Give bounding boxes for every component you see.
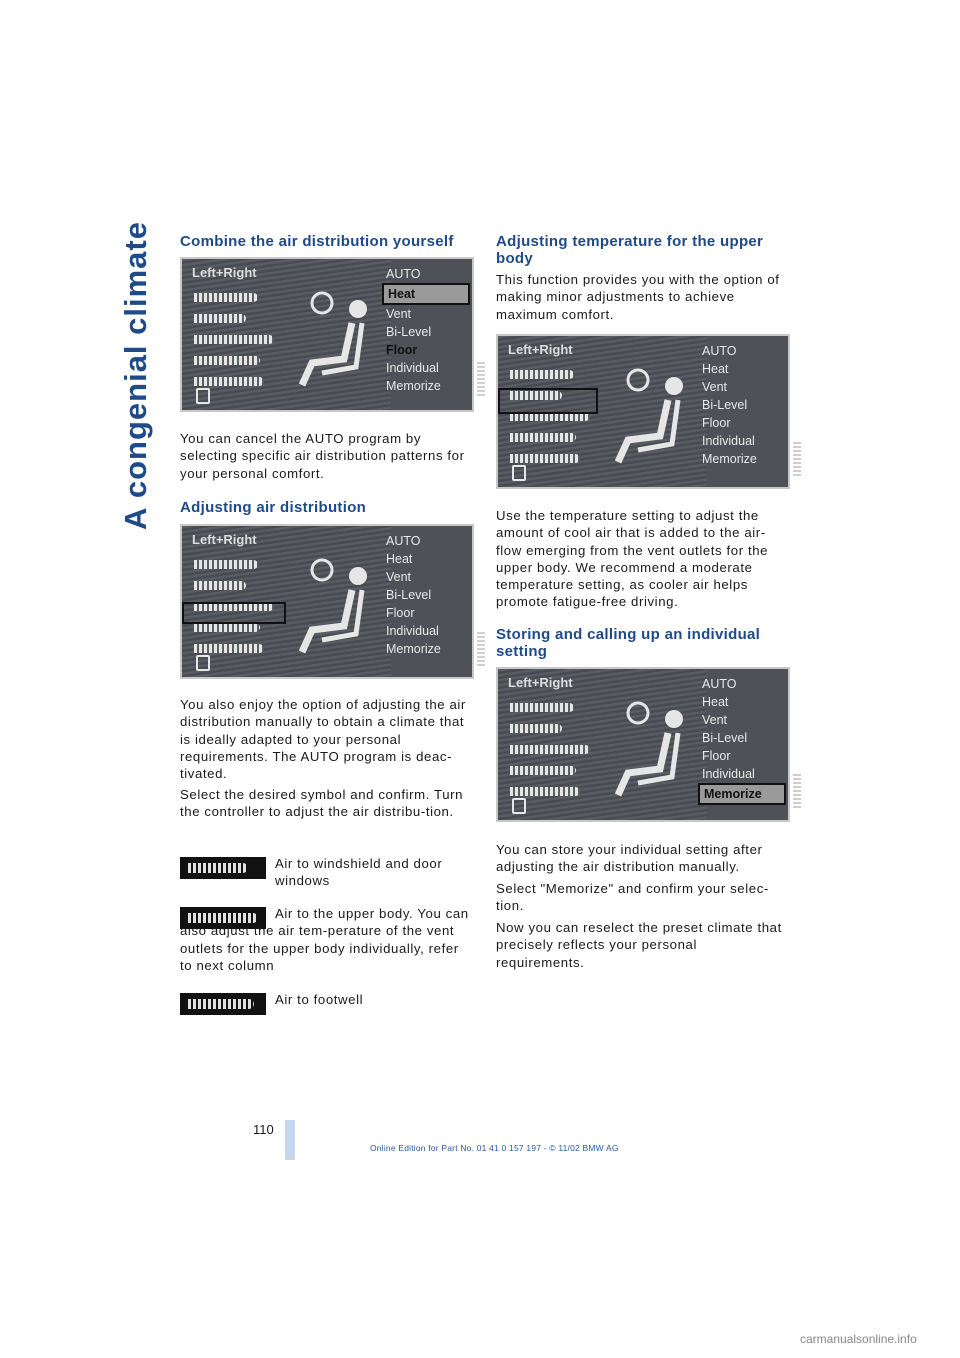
seat-icon xyxy=(608,699,698,799)
figure-code xyxy=(793,772,801,808)
left-right-label: Left+Right xyxy=(508,675,573,690)
menu-item-floor[interactable]: Floor xyxy=(386,606,415,620)
menu-item-bi-level[interactable]: Bi-Level xyxy=(386,588,432,602)
menu-item-heat[interactable]: Heat xyxy=(702,362,729,376)
menu-item-vent[interactable]: Vent xyxy=(386,307,412,321)
menu-item-memorize[interactable]: Memorize xyxy=(698,783,786,805)
display-screenshot-2 xyxy=(180,524,474,679)
menu-item-vent[interactable]: Vent xyxy=(702,380,728,394)
menu-item-auto[interactable]: AUTO xyxy=(702,344,737,358)
menu-item-individual[interactable]: Individual xyxy=(386,624,439,638)
menu-item-auto[interactable]: AUTO xyxy=(702,677,737,691)
selection-highlight xyxy=(182,602,286,624)
bar-body xyxy=(510,433,576,442)
air-bars xyxy=(194,293,274,398)
seat-icon xyxy=(292,556,382,656)
windshield-air-symbol xyxy=(180,857,266,879)
page-number: 110 xyxy=(253,1122,274,1137)
heading-store-individual: Storing and calling up an individual setting xyxy=(496,626,761,660)
menu-item-floor[interactable]: Floor xyxy=(386,343,418,357)
bar-temp xyxy=(510,724,562,733)
lock-icon xyxy=(512,798,526,814)
menu-item-bi-level[interactable]: Bi-Level xyxy=(702,398,748,412)
para-minor-adjust: This function provides you with the option of making minor adjustments to achieve maximum comfort. xyxy=(496,272,780,322)
para-manual-adjust: You also enjoy the option of adjusting the air distribution manually to obtain a climate that is ideally adapted to your personal requirements. The AUTO program is deac-tivated. xyxy=(180,697,466,782)
footwell-air-symbol xyxy=(180,993,266,1015)
menu-item-memorize[interactable]: Memorize xyxy=(386,642,441,656)
para-reselect-climate: Now you can reselect the preset climate that precisely reflects your personal requirements. xyxy=(496,920,782,970)
lock-icon xyxy=(196,388,210,404)
heading-combine-air-distribution: Combine the air distribution yourself xyxy=(180,233,454,250)
para-cancel-auto: You can cancel the AUTO program by selecting specific air distribution patterns for your personal comfort. xyxy=(180,431,465,481)
lock-icon xyxy=(196,655,210,671)
menu-item-floor[interactable]: Floor xyxy=(702,749,731,763)
figure-code xyxy=(477,630,485,666)
bar-body xyxy=(194,623,260,632)
air-bars xyxy=(510,703,590,808)
heading-upper-body-temp: Adjusting temperature for the upper body xyxy=(496,233,764,267)
menu-item-auto[interactable]: AUTO xyxy=(386,267,421,281)
selection-highlight xyxy=(498,388,598,414)
menu-item-memorize[interactable]: Memorize xyxy=(386,379,441,393)
menu-item-heat[interactable]: Heat xyxy=(386,552,413,566)
bar-temp xyxy=(194,314,246,323)
display-screenshot-3 xyxy=(496,334,790,489)
menu-item-individual[interactable]: Individual xyxy=(702,767,755,781)
para-temperature-setting: Use the temperature setting to adjust the amount of cool air that is added to the air-flow emerging from the vent outlets for the upper body. We recommend a moderate temperature setting, as cooler air helps promote fatigue-free driving. xyxy=(496,508,769,610)
seat-icon xyxy=(292,289,382,389)
lock-icon xyxy=(512,465,526,481)
menu-item-floor[interactable]: Floor xyxy=(702,416,731,430)
para-select-symbol: Select the desired symbol and confirm. Turn the controller to adjust the air distribu-tion. xyxy=(180,787,464,820)
chapter-title-text: A congenial climate xyxy=(118,221,153,530)
menu-item-heat[interactable]: Heat xyxy=(382,283,470,305)
bar-temp xyxy=(194,581,246,590)
bar-windshield xyxy=(194,560,258,569)
bar-upper xyxy=(510,745,590,754)
bar-footwell xyxy=(194,644,264,653)
menu-item-memorize[interactable]: Memorize xyxy=(702,452,757,466)
mode-menu xyxy=(382,532,470,658)
bar-windshield xyxy=(194,293,258,302)
para-upper-body: Air to the upper body. You can also adjust the air tem-perature of the vent outlets for the upper body individually, refer to next column xyxy=(180,906,469,973)
para-footwell: Air to footwell xyxy=(275,992,364,1007)
para-windshield: Air to windshield and door windows xyxy=(275,856,443,889)
bar-body xyxy=(510,766,576,775)
mode-menu xyxy=(698,342,786,468)
menu-item-vent[interactable]: Vent xyxy=(702,713,728,727)
menu-item-individual[interactable]: Individual xyxy=(386,361,439,375)
left-right-label: Left+Right xyxy=(192,265,257,280)
menu-item-auto[interactable]: AUTO xyxy=(386,534,421,548)
menu-item-bi-level[interactable]: Bi-Level xyxy=(386,325,432,339)
menu-item-bi-level[interactable]: Bi-Level xyxy=(702,731,748,745)
mode-menu xyxy=(698,675,786,805)
footer-edition: Online Edition for Part No. 01 41 0 157 197 - © 11/02 BMW AG xyxy=(370,1143,619,1153)
page-marker-bar xyxy=(285,1120,295,1160)
menu-item-heat[interactable]: Heat xyxy=(702,695,729,709)
left-right-label: Left+Right xyxy=(192,532,257,547)
menu-item-individual[interactable]: Individual xyxy=(702,434,755,448)
left-right-label: Left+Right xyxy=(508,342,573,357)
heading-adjusting-air-distribution: Adjusting air distribution xyxy=(180,499,367,516)
bar-windshield xyxy=(510,703,574,712)
mode-menu xyxy=(382,265,470,395)
bar-windshield xyxy=(510,370,574,379)
bar-footwell xyxy=(510,787,580,796)
bar-body xyxy=(194,356,260,365)
display-screenshot-4 xyxy=(496,667,790,822)
bar-footwell xyxy=(194,377,264,386)
figure-code xyxy=(477,360,485,396)
watermark: carmanualsonline.info xyxy=(800,1332,917,1346)
air-bars xyxy=(510,370,590,475)
seat-icon xyxy=(608,366,698,466)
bar-upper xyxy=(194,335,274,344)
para-select-memorize: Select "Memorize" and confirm your selec-tion. xyxy=(496,881,769,914)
display-screenshot-1 xyxy=(180,257,474,412)
bar-footwell xyxy=(510,454,580,463)
menu-item-vent[interactable]: Vent xyxy=(386,570,412,584)
para-store-setting: You can store your individual setting after adjusting the air distribution manually. xyxy=(496,842,763,875)
figure-code xyxy=(793,440,801,476)
